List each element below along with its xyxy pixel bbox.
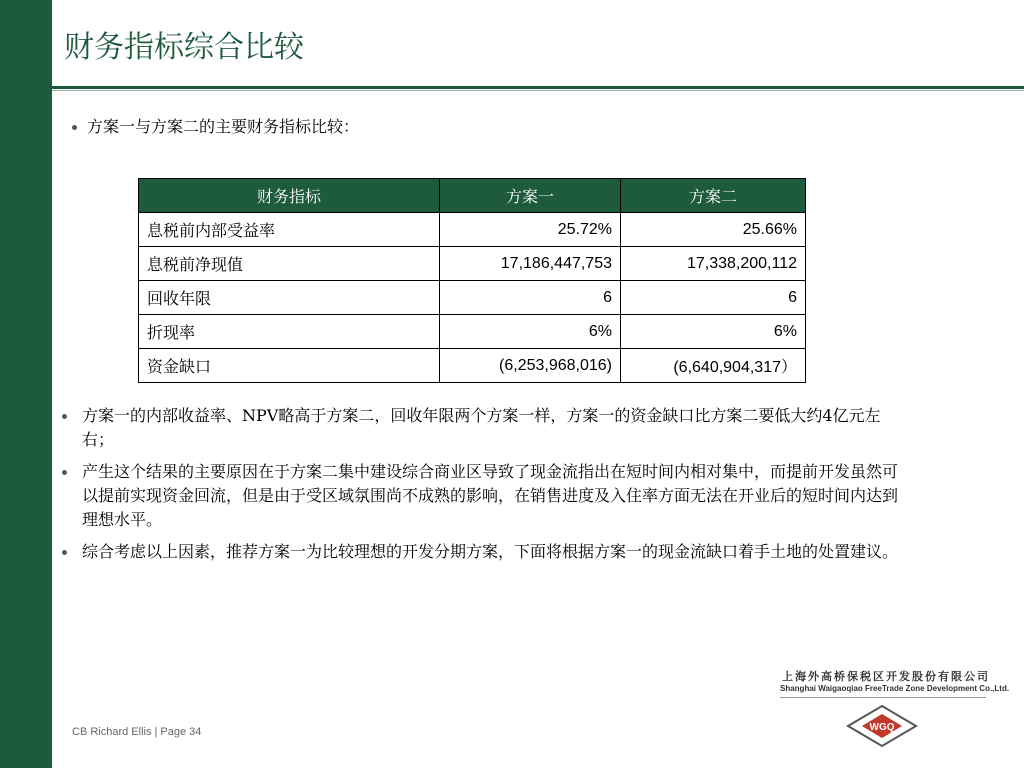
row-label: 回收年限 xyxy=(139,281,440,315)
side-accent-bar xyxy=(0,0,52,768)
bullet-dot-icon xyxy=(72,125,77,130)
slide-title: 财务指标综合比较 xyxy=(64,30,304,65)
list-item xyxy=(62,540,912,564)
plan-two-value: 6% xyxy=(621,315,806,349)
company-name-en: Shanghai Waigaoqiao FreeTrade Zone Development Co.,Ltd. xyxy=(780,684,1010,693)
bullet-dot-icon xyxy=(62,414,67,419)
table-row xyxy=(139,213,806,247)
company-logo-icon xyxy=(840,702,924,750)
plan-one-value: 17,186,447,753 xyxy=(440,247,621,281)
plan-one-value: (6,253,968,016) xyxy=(440,349,621,383)
plan-two-value: 25.66% xyxy=(621,213,806,247)
plan-two-value: (6,640,904,317） xyxy=(621,349,806,383)
bullet-dot-icon xyxy=(62,470,67,475)
table-row xyxy=(139,349,806,383)
plan-one-value: 25.72% xyxy=(440,213,621,247)
list-item xyxy=(62,404,912,452)
header-plan-one: 方案一 xyxy=(440,179,621,213)
title-area xyxy=(52,0,1024,86)
table-header-row xyxy=(139,179,806,213)
title-divider xyxy=(52,86,1024,89)
logo-text: WGQ xyxy=(869,722,895,733)
table-row xyxy=(139,247,806,281)
title-divider-thin xyxy=(52,90,1024,91)
list-item xyxy=(62,460,912,532)
intro-bullet xyxy=(72,114,359,137)
plan-one-value: 6% xyxy=(440,315,621,349)
page-footer: CB Richard Ellis | Page 34 xyxy=(72,726,202,738)
table-row xyxy=(139,281,806,315)
row-label: 息税前净现值 xyxy=(139,247,440,281)
bullet-text: 产生这个结果的主要原因在于方案二集中建设综合商业区导致了现金流指出在短时间内相对集中，而提前开发虽然可以提前实现资金回流，但是由于受区域氛围尚不成熟的影响，在销售进度及入住率方面无法在开业后的短时间内达到理想水平。 xyxy=(82,462,899,529)
company-divider xyxy=(780,697,986,698)
row-label: 折现率 xyxy=(139,315,440,349)
bullet-dot-icon xyxy=(62,550,67,555)
conclusion-bullets xyxy=(62,404,912,572)
intro-text: 方案一与方案二的主要财务指标比较： xyxy=(87,117,360,136)
plan-two-value: 6 xyxy=(621,281,806,315)
row-label: 息税前内部受益率 xyxy=(139,213,440,247)
bullet-text: 方案一的内部收益率、NPV略高于方案二，回收年限两个方案一样，方案一的资金缺口比方案二要低大约4亿元左右； xyxy=(82,406,881,449)
header-plan-two: 方案二 xyxy=(621,179,806,213)
bullet-text: 综合考虑以上因素，推荐方案一为比较理想的开发分期方案，下面将根据方案一的现金流缺口着手土地的处置建议。 xyxy=(82,542,899,561)
plan-one-value: 6 xyxy=(440,281,621,315)
header-indicator: 财务指标 xyxy=(139,179,440,213)
company-name-cn: 上海外高桥保税区开发股份有限公司 xyxy=(782,670,990,683)
financial-comparison-table xyxy=(138,178,806,383)
table-row xyxy=(139,315,806,349)
plan-two-value: 17,338,200,112 xyxy=(621,247,806,281)
row-label: 资金缺口 xyxy=(139,349,440,383)
